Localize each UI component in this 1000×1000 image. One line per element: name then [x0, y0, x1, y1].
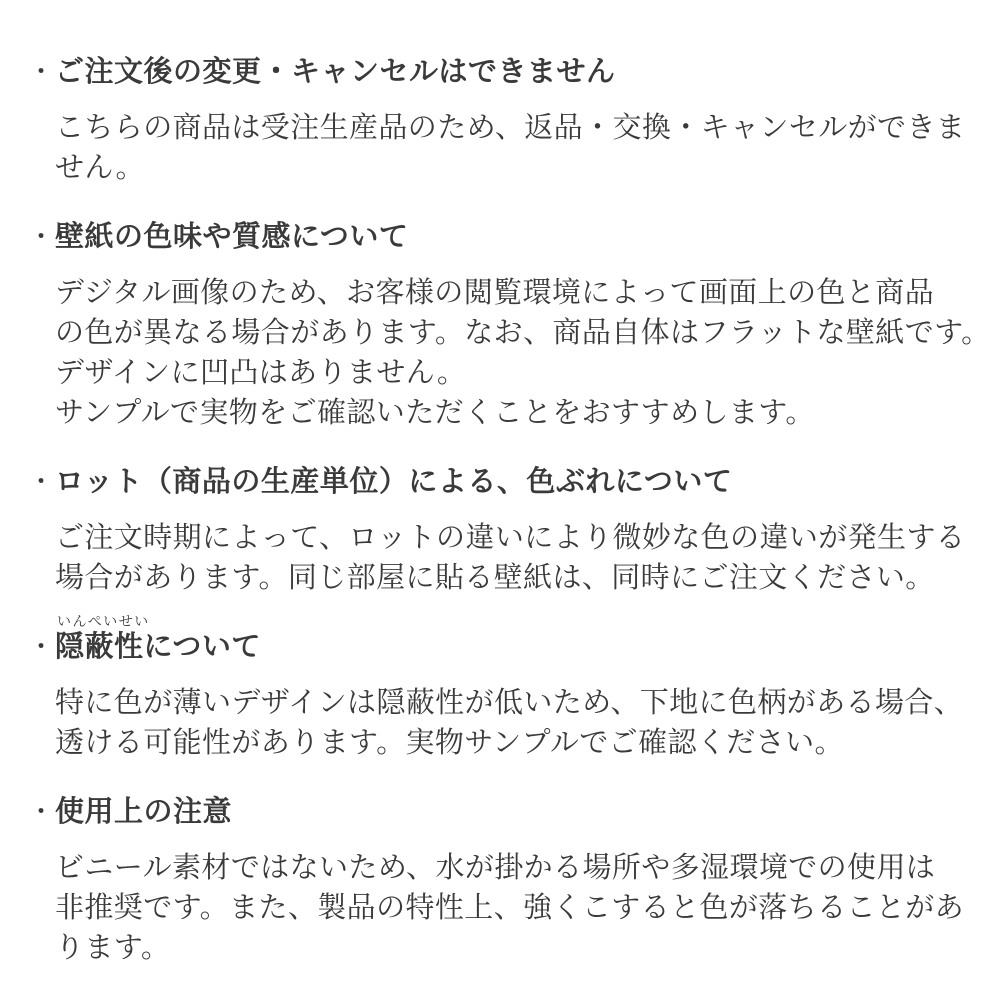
body-line: 非推奨です。また、製品の特性上、強くこすると色が落ちることがあ — [55, 892, 965, 924]
body-line: せん。 — [55, 152, 145, 184]
section-lot-color-variation — [30, 465, 972, 598]
heading-suffix: について — [143, 631, 261, 663]
section-heading: ロット（商品の生産単位）による、色ぶれについて — [55, 466, 733, 498]
section-heading: 使用上の注意 — [55, 796, 233, 828]
section-opacity — [30, 613, 972, 763]
body-line: ご注文時期によって、ロットの違いにより微妙な色の違いが発生する — [55, 522, 966, 554]
section-usage-notes — [30, 795, 972, 968]
section-heading — [55, 613, 261, 664]
body-line: 場合があります。同じ部屋に貼る壁紙は、同時にご注文ください。 — [55, 562, 935, 594]
bullet-icon: ・ — [30, 59, 53, 84]
body-line: 透ける可能性があります。実物サンプルでご確認ください。 — [55, 727, 844, 759]
body-line: デザインに凹凸はありません。 — [55, 357, 467, 389]
section-body — [30, 518, 972, 598]
ruby-term — [55, 613, 150, 664]
bullet-icon: ・ — [30, 224, 53, 249]
bullet-icon: ・ — [30, 469, 53, 494]
heading-row — [30, 613, 972, 664]
furigana-label: いんぺいせい — [57, 613, 150, 629]
bullet-icon: ・ — [30, 634, 53, 659]
section-body — [30, 683, 972, 763]
heading-row — [30, 55, 972, 89]
section-body — [30, 108, 972, 188]
body-line: ります。 — [55, 932, 171, 964]
section-body — [30, 848, 972, 968]
body-line: ビニール素材ではないため、水が掛かる場所や多湿環境での使用は — [55, 852, 936, 884]
heading-row — [30, 795, 972, 829]
body-line: デジタル画像のため、お客様の閲覧環境によって画面上の色と商品 — [55, 277, 935, 309]
section-color-texture — [30, 220, 991, 433]
body-line: サンプルで実物をご確認いただくことをおすすめします。 — [55, 397, 815, 429]
section-heading: 壁紙の色味や質感について — [55, 221, 409, 253]
body-line: 特に色が薄いデザインは隠蔽性が低いため、下地に色柄がある場合、 — [55, 687, 964, 719]
heading-row — [30, 220, 972, 254]
bullet-icon: ・ — [30, 799, 53, 824]
section-heading: ご注文後の変更・キャンセルはできません — [55, 56, 616, 88]
heading-row — [30, 465, 972, 499]
ruby-base: 隠蔽性 — [55, 631, 144, 663]
section-body — [30, 273, 991, 433]
body-line: こちらの商品は受注生産品のため、返品・交換・キャンセルができま — [55, 112, 966, 144]
body-line: の色が異なる場合があります。なお、商品自体はフラットな壁紙です。 — [55, 317, 991, 349]
section-order-change-cancel — [30, 55, 972, 188]
